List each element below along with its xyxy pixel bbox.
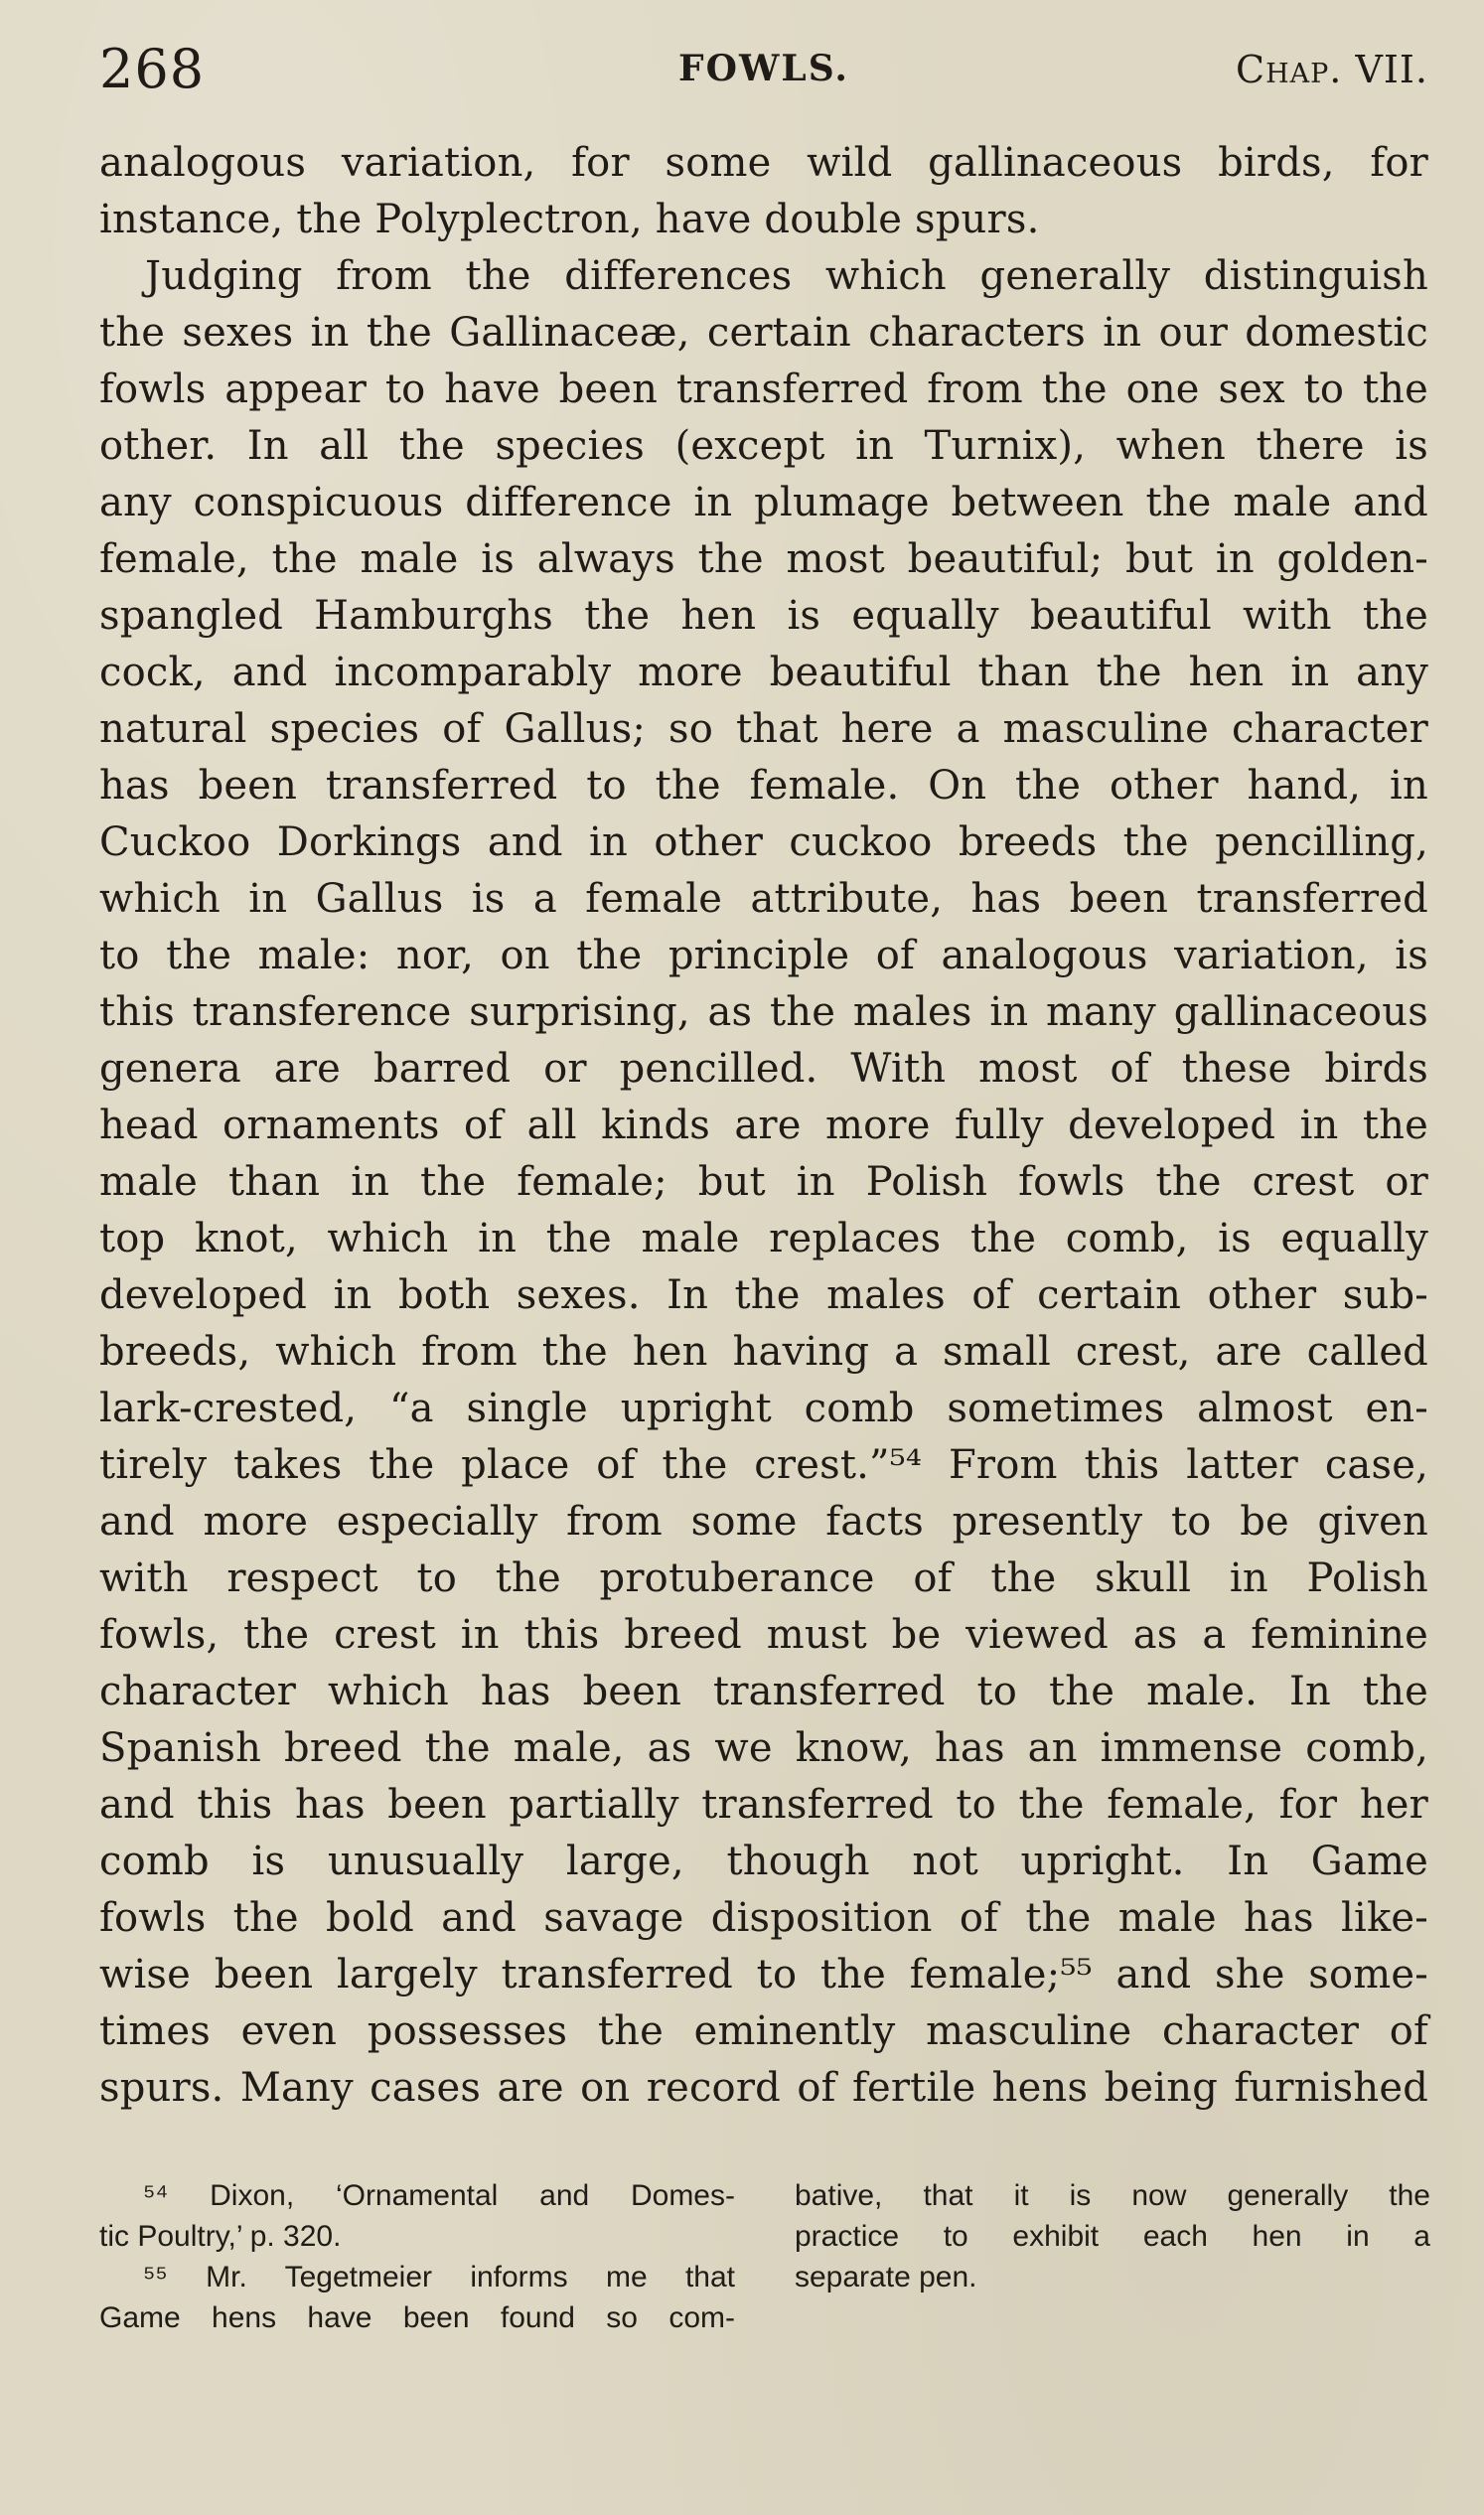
chapter-label: Chap. VII. xyxy=(1236,48,1428,91)
text-line: instance, the Polyplectron, have double spurs. xyxy=(99,197,1040,242)
text-line: developed in both sexes. In the males of certain other sub- xyxy=(99,1272,1428,1318)
text-line: breeds, which from the hen having a small crest, are called xyxy=(99,1329,1428,1375)
text-line: head ornaments of all kinds are more fully developed in the xyxy=(99,1103,1428,1148)
text-line: analogous variation, for some wild gallinaceous birds, for xyxy=(99,140,1428,186)
text-line: wise been largely transferred to the female;⁵⁵ and she some- xyxy=(99,1952,1428,1997)
text-line: and this has been partially transferred to the female, for her xyxy=(99,1782,1428,1828)
text-line: fowls appear to have been transferred from the one sex to the xyxy=(99,367,1428,412)
text-line: any conspicuous difference in plumage between the male and xyxy=(99,480,1428,525)
footnotes-right-column xyxy=(795,2175,1430,2297)
text-line: with respect to the protuberance of the skull in Polish xyxy=(99,1555,1428,1601)
text-line: Cuckoo Dorkings and in other cuckoo breeds the pencilling, xyxy=(99,819,1428,865)
main-text xyxy=(99,135,1428,2117)
text-line: fowls, the crest in this breed must be viewed as a feminine xyxy=(99,1612,1428,1658)
text-line: which in Gallus is a female attribute, has been transferred xyxy=(99,876,1428,922)
text-line: spurs. Many cases are on record of fertile hens being furnished xyxy=(99,2065,1428,2111)
footnote-line: practice to exhibit each hen in a xyxy=(795,2220,1430,2253)
text-line: genera are barred or pencilled. With most of these birds xyxy=(99,1046,1428,1092)
text-line: character which has been transferred to the male. In the xyxy=(99,1669,1428,1714)
page-number: 268 xyxy=(99,38,206,100)
text-line: top knot, which in the male replaces the comb, is equally xyxy=(99,1216,1428,1261)
text-line: this transference surprising, as the males in many gallinaceous xyxy=(99,989,1428,1035)
text-line: spangled Hamburghs the hen is equally beautiful with the xyxy=(99,593,1428,639)
text-line: Judging from the differences which generally distinguish xyxy=(145,253,1428,299)
footnote-line: ⁵⁴ Dixon, ‘Ornamental and Domes- xyxy=(143,2179,735,2212)
footnote-line: bative, that it is now generally the xyxy=(795,2179,1430,2212)
text-line: comb is unusually large, though not upright. In Game xyxy=(99,1839,1428,1884)
text-line: fowls the bold and savage disposition of the male has like- xyxy=(99,1895,1428,1941)
text-line: the sexes in the Gallinaceæ, certain characters in our domestic xyxy=(99,310,1428,356)
footnote-line: Game hens have been found so com- xyxy=(99,2301,735,2334)
text-line: female, the male is always the most beautiful; but in golden- xyxy=(99,536,1428,582)
text-line: has been transferred to the female. On the other hand, in xyxy=(99,763,1428,809)
text-line: to the male: nor, on the principle of analogous variation, is xyxy=(99,933,1428,978)
running-header xyxy=(99,38,1428,107)
text-line: natural species of Gallus; so that here a masculine character xyxy=(99,706,1428,752)
text-line: male than in the female; but in Polish fowls the crest or xyxy=(99,1159,1428,1205)
text-line: Spanish breed the male, as we know, has an immense comb, xyxy=(99,1725,1428,1771)
footnote-line: ⁵⁵ Mr. Tegetmeier informs me that xyxy=(143,2261,735,2293)
text-line: other. In all the species (except in Turnix), when there is xyxy=(99,423,1428,469)
text-line: cock, and incomparably more beautiful than the hen in any xyxy=(99,650,1428,695)
text-line: and more especially from some facts presently to be given xyxy=(99,1499,1428,1545)
text-line: tirely takes the place of the crest.”⁵⁴ From this latter case, xyxy=(99,1442,1428,1488)
footnotes-left-column xyxy=(99,2175,735,2338)
running-title: FOWLS. xyxy=(678,48,849,89)
text-line: lark-crested, “a single upright comb sometimes almost en- xyxy=(99,1386,1428,1431)
text-line: times even possesses the eminently masculine character of xyxy=(99,2008,1428,2054)
footnote-line: separate pen. xyxy=(795,2261,977,2293)
footnote-line: tic Poultry,’ p. 320. xyxy=(99,2220,342,2253)
